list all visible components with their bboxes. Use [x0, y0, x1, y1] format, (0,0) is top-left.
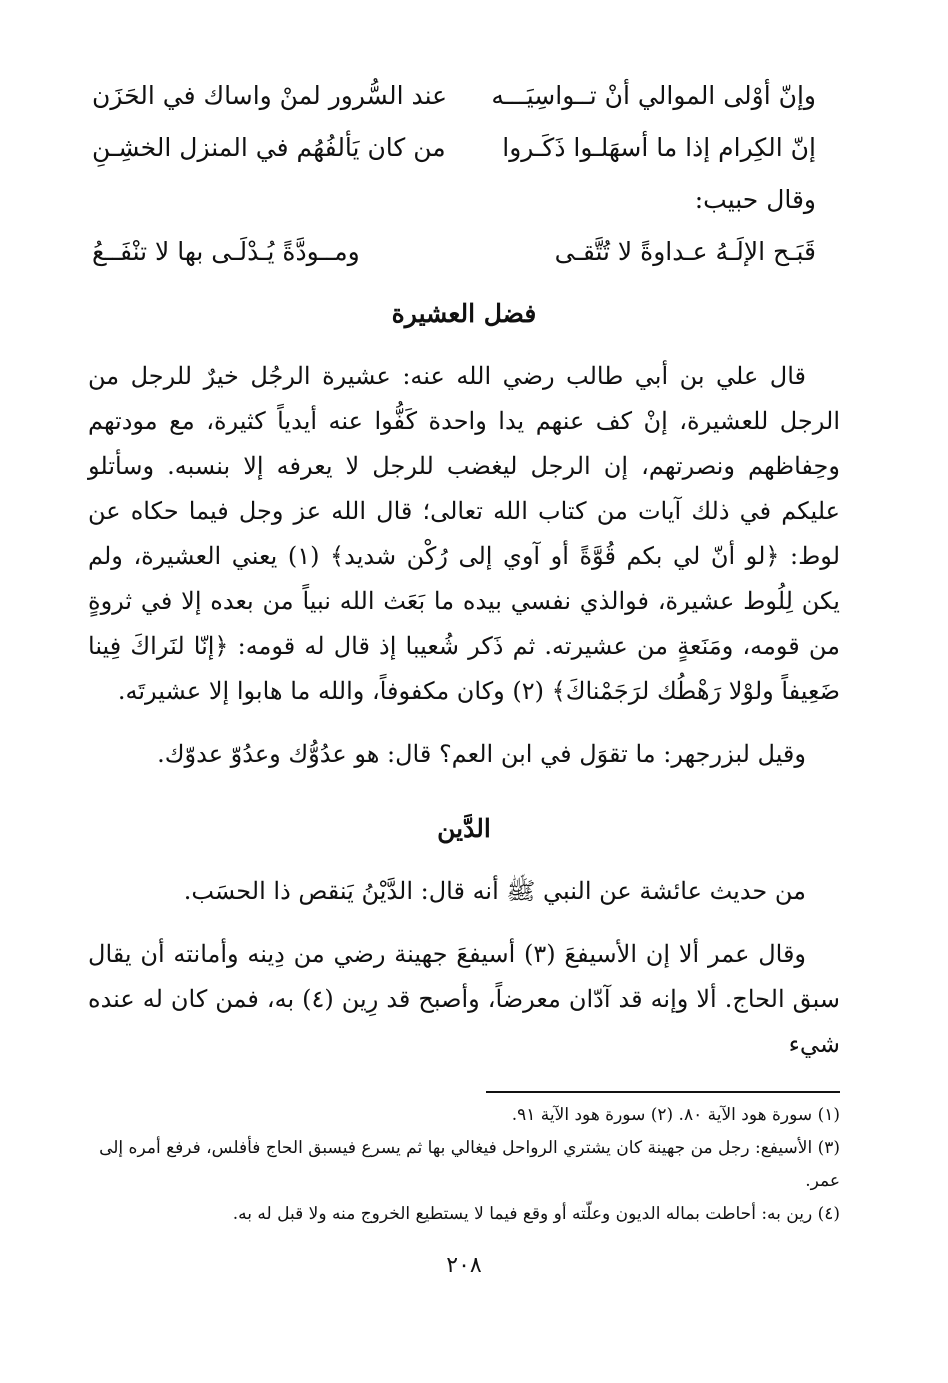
verse-first-hemistich: وإنّ أوْلى الموالي أنْ تــواسِيَـــه [491, 81, 816, 110]
page-number: ٢٠٨ [446, 1253, 482, 1278]
verse-first-hemistich: قَبَـح الإلَـهُ عـداوةً لا تُتَّقـى [554, 237, 816, 266]
verse-row [92, 226, 816, 278]
verse-row [92, 122, 816, 174]
verse-second-hemistich: عند السُّرور لمنْ واساك في الحَزَن [92, 81, 448, 110]
verse-second-hemistich: من كان يَألفُهُم في المنزل الخشِـنِ [92, 133, 446, 162]
paragraph-buzurjmihr: وقيل لبزرجهر: ما تقوَل في ابن العم؟ قال: هو عدُوُّك وعدُوّ عدوّك. [157, 740, 806, 768]
habib-intro: وقال حبيب: [694, 185, 816, 214]
paragraph-aisha-hadith: من حديث عائشة عن النبي ﷺ أنه قال: الدَّيْنُ يَنقص ذا الحسَب. [183, 877, 806, 905]
verse-block-habib [88, 226, 840, 278]
verse-block-top [88, 70, 840, 174]
section-heading-ashira: فضل العشيرة [391, 299, 537, 328]
footnote-divider [486, 1091, 840, 1093]
section-heading-dayn: الدَّين [437, 814, 491, 843]
verse-row [92, 70, 816, 122]
footnote-1-2: (١) سورة هود الآية ٨٠. (٢) سورة هود الآية ٩١. [511, 1105, 840, 1125]
book-page [88, 70, 840, 1278]
footnotes [88, 1099, 840, 1231]
footnote-3: (٣) الأسيفع: رجل من جهينة كان يشتري الرواحل فيغالي بها ثم يسرع فيسبق الحاج فأفلس، فرفع أمره إلى عمر. [99, 1138, 840, 1191]
verse-first-hemistich: إنّ الكِرام إذا ما أسهَلـوا ذَكَـروا [502, 133, 816, 162]
paragraph-umar: وقال عمر ألا إن الأسيفعَ (٣) أسيفعَ جهينة رضي من دِينه وأمانته أن يقال سبق الحاج. ألا وإنه قد آدّان معرضاً، وأصبح قد رِين (٤) به، فمن كان له عنده شيء [88, 940, 840, 1058]
paragraph-ali: قال علي بن أبي طالب رضي الله عنه: عشيرة الرجُل خيرٌ للرجل من الرجل للعشيرة، إنْ كف عنهم يدا واحدة كَفُّوا عنه أيدياً كثيرة، مع مودتهم وحِفاظهم ونصرتهم، إن الرجل ليغضب للرجل لا يعرفه إلا بنسبه. وسأتلو عليكم في ذلك آيات من كتاب الله تعالى؛ قال الله عز وجل فيما حكاه عن لوط: ﴿لو أنّ لي بكم قُوَّةً أو آوي إلى رُكْن شديد﴾ (١) يعني العشيرة، ولم يكن لِلُوط عشيرة، فوالذي نفسي بيده ما بَعَث الله نبياً من بعده إلا في ثروةٍ من قومه، ومَنَعةٍ من عشيرته. ثم ذَكر شُعيبا إذ قال له قومه: ﴿إنّا لنَراكَ فِينا ضَعِيفاً ولوْلا رَهْطُك لرَجَمْناكَ﴾ (٢) وكان مكفوفاً، والله ما هابوا إلا عشيرتَه. [88, 362, 841, 705]
verse-second-hemistich: ومــودَّةً يُـدْلَـى بها لا تنْفَــعُ [92, 237, 360, 266]
footnote-4: (٤) رين به: أحاطت بماله الديون وعلّته أو وقع فيما لا يستطيع الخروج منه ولا قبل له به. [232, 1204, 840, 1224]
